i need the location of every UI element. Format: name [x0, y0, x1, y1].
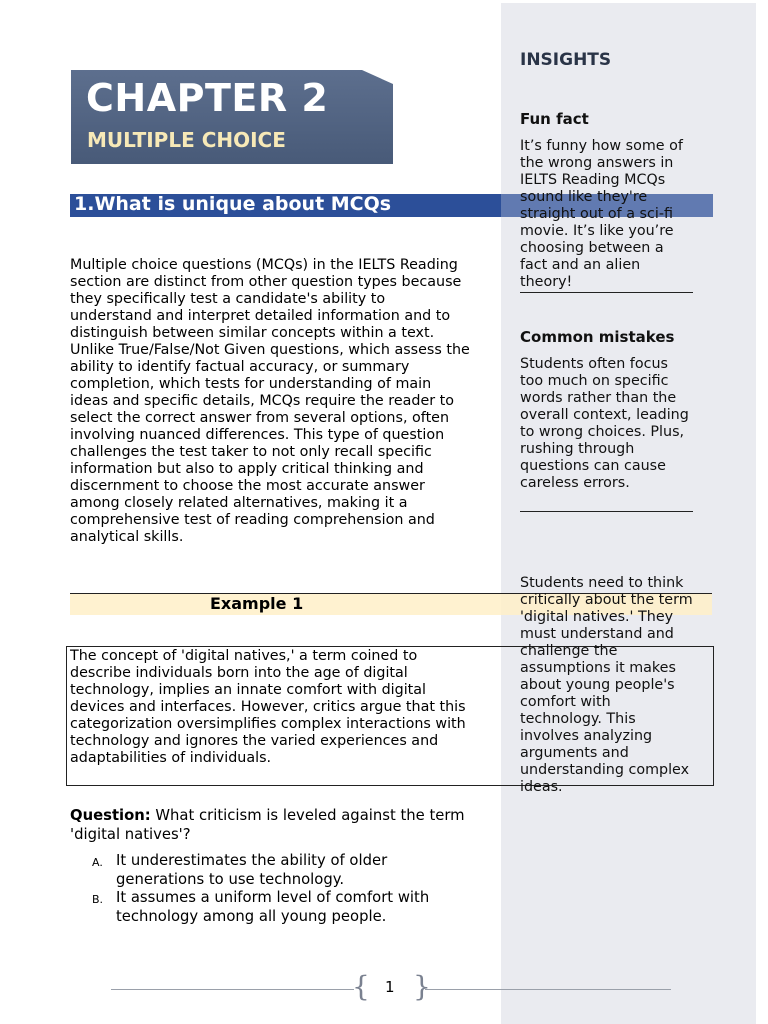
footer-rule-left: [111, 989, 354, 990]
tip-text: Students need to think critically about the term 'digital natives.' They must understand and challenge the assumptions it makes about young people's comfort with technology. This involves analyzing arguments and understanding complex ideas.: [520, 575, 693, 795]
answer-option[interactable]: [92, 852, 472, 889]
page-number: 1: [385, 978, 395, 996]
answer-options: [92, 852, 472, 926]
intro-paragraph: Multiple choice questions (MCQs) in the IELTS Reading section are distinct from other question types because they specifically test a candidate's ability to understand and interpret detailed information and to distinguish between similar concepts within a text. Unlike True/False/Not Given questions, which assess the ability to identify factual accuracy, or summary completion, which tests for understanding of main ideas and specific details, MCQs require the reader to select the correct answer from several options, often involving nuanced differences. This type of question challenges the test taker to not only recall specific information but also to apply critical thinking and discernment to choose the most accurate answer among closely related alternatives, making it a comprehensive test of reading comprehension and analytical skills.: [70, 257, 470, 545]
answer-option[interactable]: [92, 889, 472, 926]
fun-fact-text: It’s funny how some of the wrong answers in IELTS Reading MCQs sound like they're straight out of a sci-fi movie. It’s like you’re choosing between a fact and an alien theory!: [520, 138, 683, 290]
footer-brace-left: {: [352, 970, 370, 1003]
divider: [520, 292, 693, 293]
option-text: It underestimates the ability of older generations to use technology.: [116, 852, 388, 888]
option-letter: A.: [92, 856, 103, 869]
common-mistakes-text: Students often focus too much on specific words rather than the overall context, leading to wrong choices. Plus, rushing through questions can cause careless errors.: [520, 356, 689, 491]
common-mistakes-title: Common mistakes: [520, 328, 675, 346]
fun-fact-title: Fun fact: [520, 110, 589, 128]
question: [70, 806, 470, 844]
question-label: Question:: [70, 807, 151, 824]
example-title: Example 1: [210, 594, 304, 613]
chapter-subtitle: MULTIPLE CHOICE: [87, 128, 286, 152]
option-letter: B.: [92, 893, 104, 906]
insights-heading: INSIGHTS: [520, 50, 612, 70]
question-text: What criticism is leveled against the term 'digital natives'?: [70, 807, 465, 843]
footer-rule-right: [425, 989, 671, 990]
option-text: It assumes a uniform level of comfort with technology among all young people.: [116, 889, 430, 925]
example-passage: The concept of 'digital natives,' a term coined to describe individuals born into the age of digital technology, implies an innate comfort with digital devices and interfaces. However, critics argue that this categorization oversimplifies complex interactions with technology and ignores the varied experiences and adaptabilities of individuals.: [70, 648, 466, 766]
footer-brace-right: }: [413, 970, 431, 1003]
chapter-title: CHAPTER 2: [86, 76, 329, 120]
section-title: 1.What is unique about MCQs: [74, 193, 392, 215]
divider: [520, 511, 693, 512]
